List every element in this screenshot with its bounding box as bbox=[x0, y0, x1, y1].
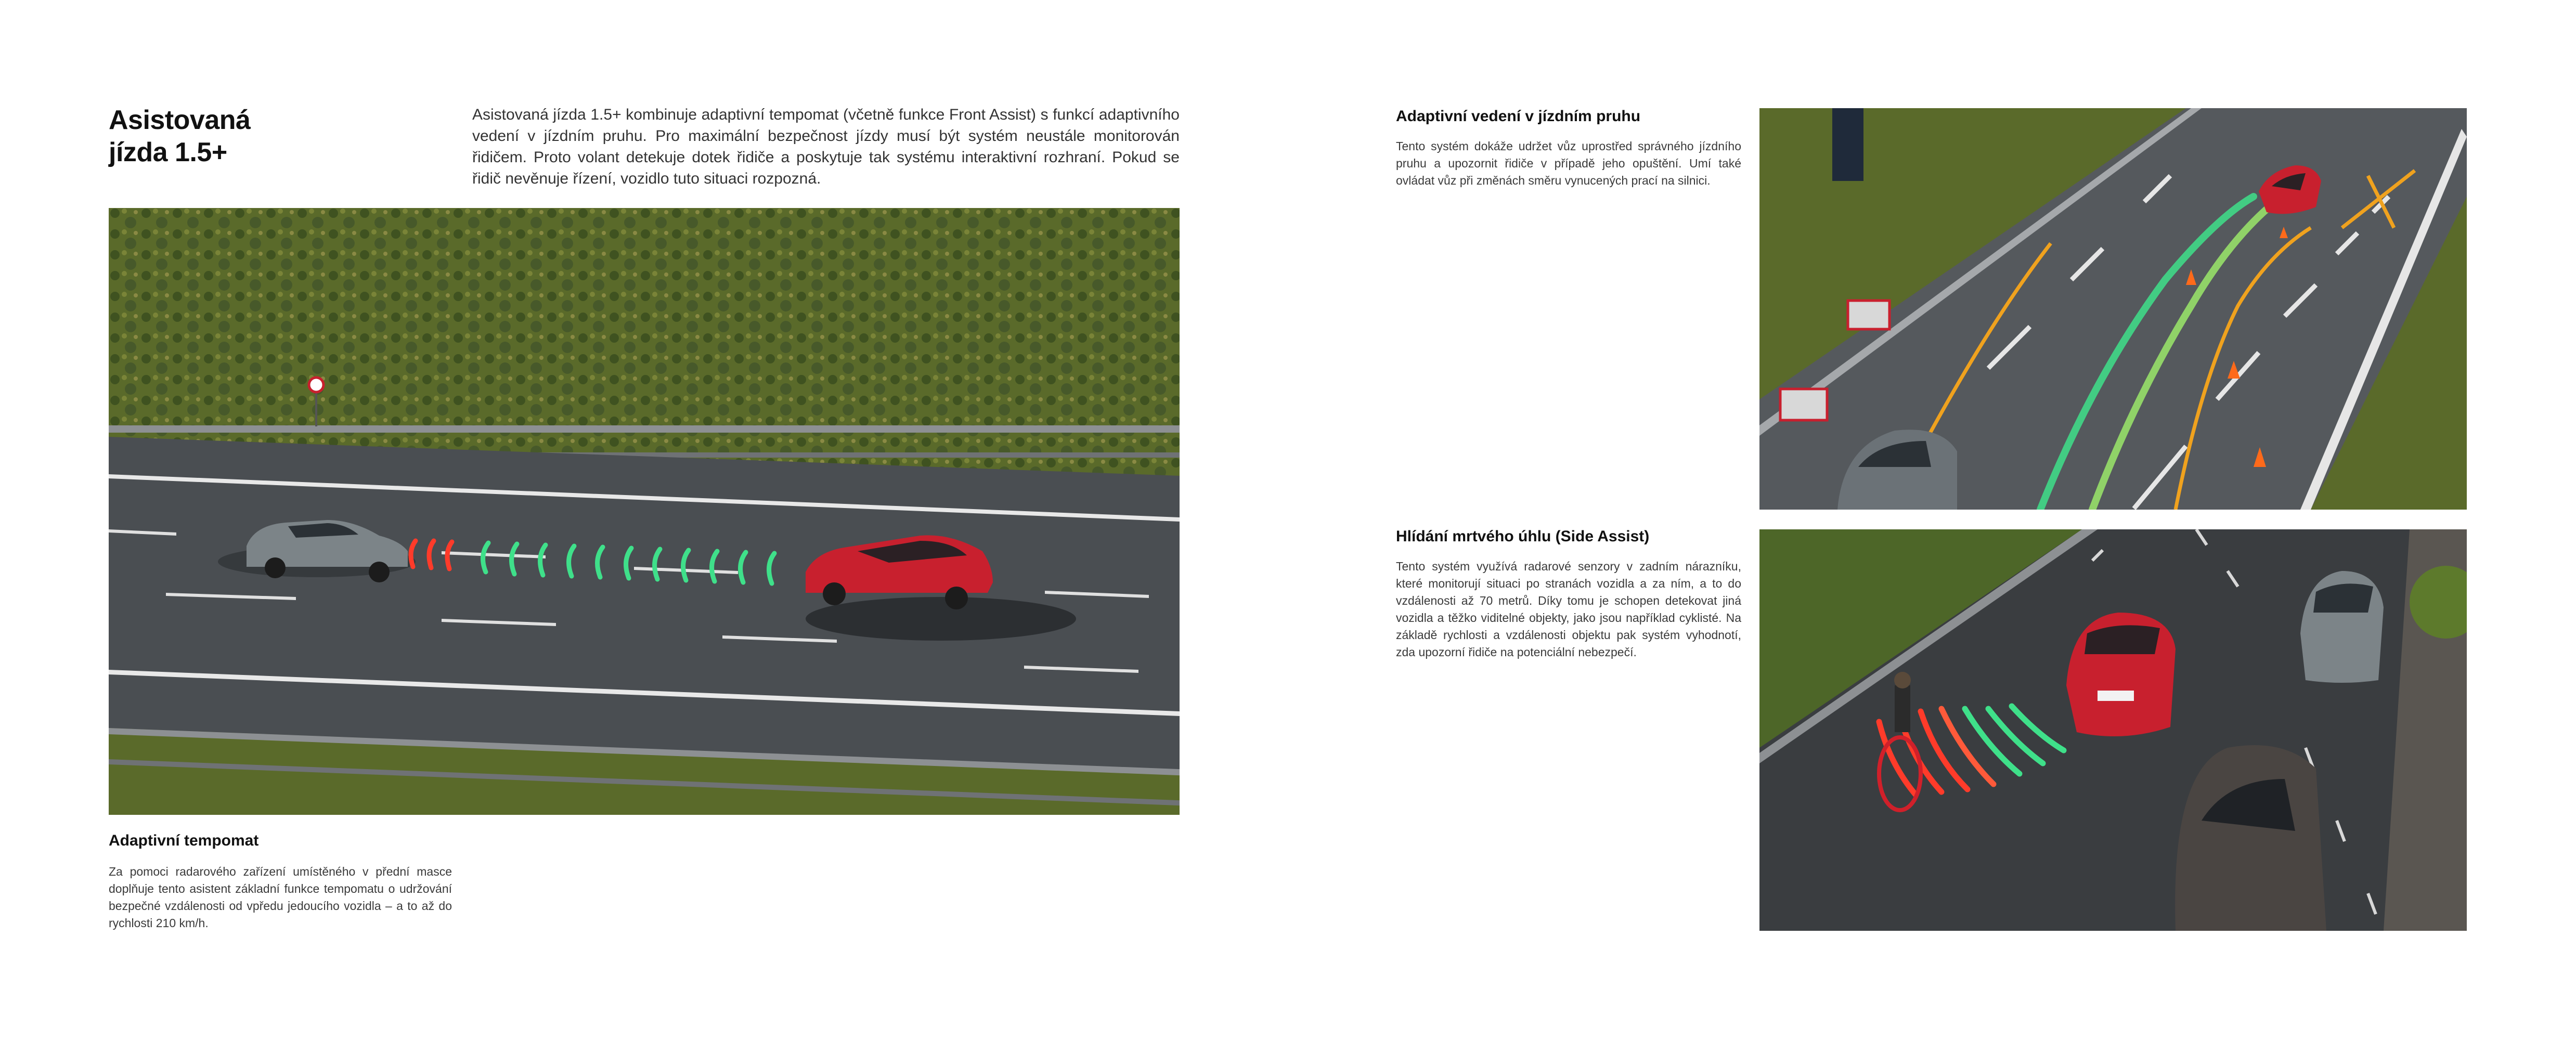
side-assist-illustration bbox=[1759, 529, 2467, 931]
side-assist-heading: Hlídání mrtvého úhlu (Side Assist) bbox=[1396, 528, 1650, 545]
intro-paragraph: Asistovaná jízda 1.5+ kombinuje adaptivní tempomat (včetně funkce Front Assist) s funkcí adaptivního vedení v jízdním pruhu. Pro maximální bezpečnost jízdy musí být systém neustále monitorován řidičem. Proto volant detekuje dotek řidiče a poskytuje tak systému interaktivní rozhraní. Pokud se řidič nevěnuje řízení, vozidlo tuto situaci rozpozná. bbox=[472, 106, 1180, 187]
highway-adaptive-cruise-photo bbox=[109, 208, 1180, 815]
page-title bbox=[109, 104, 400, 168]
grass-field bbox=[109, 208, 1180, 478]
highway-illustration bbox=[109, 208, 1180, 815]
lane-assist-photo bbox=[1759, 108, 2467, 510]
speed-sign-icon bbox=[309, 378, 323, 392]
adaptive-cruise-text: Za pomoci radarového zařízení umístěného v přední masce doplňuje tento asistent základní funkce tempomatu o udržování bezpečné vzdálenosti od vpředu jedoucího vozidla – a to až do rychlosti 210 km/h. bbox=[109, 865, 452, 930]
lane-assist-heading: Adaptivní vedení v jízdním pruhu bbox=[1396, 108, 1641, 125]
guardrail-top bbox=[109, 425, 1180, 433]
side-assist-photo bbox=[1759, 529, 2467, 931]
side-assist-text: Tento systém využívá radarové senzory v zadním nárazníku, které monitorují situaci po stranách vozidla a za ním, a to do vzdálenosti až 70 metrů. Díky tomu je schopen detekovat jiná vozidla a těžko viditelné objekty, jako jsou například cyklisté. Na základě rychlosti a vzdálenosti objektu pak systém vyhodnotí, zda upozorní řidiče na potenciální nebezpečí. bbox=[1396, 560, 1741, 659]
sign-post bbox=[1832, 108, 1863, 181]
lane-assist-text: Tento systém dokáže udržet vůz uprostřed správného jízdního pruhu a upozornit řidiče v případě jeho opuštění. Umí také ovládat vůz při změnách směru vynucených prací na silnici. bbox=[1396, 139, 1741, 187]
page-title-line-2: jízda 1.5+ bbox=[109, 137, 227, 167]
lane-assist-illustration bbox=[1759, 108, 2467, 510]
adaptive-cruise-heading: Adaptivní tempomat bbox=[109, 832, 259, 849]
page-title-line-1: Asistovaná bbox=[109, 105, 251, 135]
